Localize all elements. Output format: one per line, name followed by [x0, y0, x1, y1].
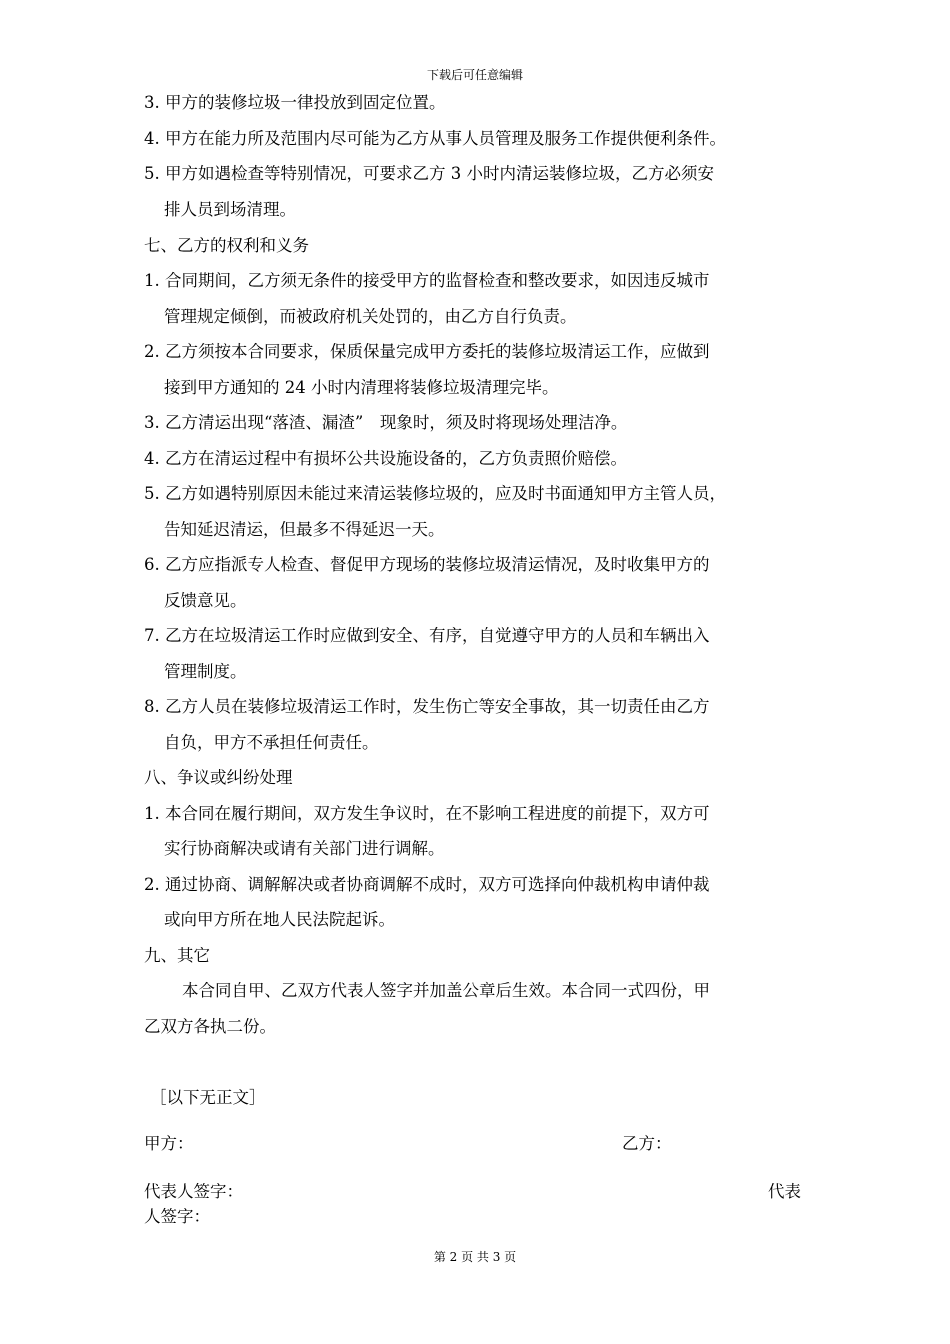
text-line: 自负，甲方不承担任何责任。: [164, 733, 379, 752]
text-line: 5. 乙方如遇特别原因未能过来清运装修垃圾的，应及时书面通知甲方主管人员，: [144, 484, 726, 503]
text-line: 4. 乙方在清运过程中有损坏公共设施设备的，乙方负责照价赔偿。: [144, 449, 627, 468]
text-line: 管理制度。: [164, 662, 247, 681]
text-line: 2. 乙方须按本合同要求，保质保量完成甲方委托的装修垃圾清运工作，应做到: [144, 342, 710, 361]
party-b-rep-signature-label: 代表: [768, 1182, 801, 1201]
text-line: 2. 通过协商、调解解决或者协商调解不成时，双方可选择向仲裁机构申请仲裁: [144, 875, 710, 894]
party-b-rep-signature-label-cont: 人签字：: [144, 1207, 210, 1226]
section-heading: 九、其它: [144, 946, 210, 965]
text-line: 乙双方各执二份。: [144, 1017, 276, 1036]
page-footer: 第 2 页 共 3 页: [433, 1250, 517, 1264]
text-line: 4. 甲方在能力所及范围内尽可能为乙方从事人员管理及服务工作提供便利条件。: [144, 129, 726, 148]
text-line: 1. 本合同在履行期间，双方发生争议时，在不影响工程进度的前提下，双方可: [144, 804, 710, 823]
text-line: 5. 甲方如遇检查等特别情况，可要求乙方 3 小时内清运装修垃圾，乙方必须安: [144, 164, 714, 183]
text-line: 反馈意见。: [164, 591, 247, 610]
party-a-label: 甲方：: [144, 1134, 194, 1153]
text-line: 8. 乙方人员在装修垃圾清运工作时，发生伤亡等安全事故，其一切责任由乙方: [144, 697, 710, 716]
text-line: 6. 乙方应指派专人检查、督促甲方现场的装修垃圾清运情况，及时收集甲方的: [144, 555, 710, 574]
text-line: 实行协商解决或请有关部门进行调解。: [164, 839, 445, 858]
text-line: 3. 乙方清运出现“落渣、漏渣” 现象时，须及时将现场处理洁净。: [144, 413, 628, 432]
no-more-text-note: ［以下无正文］: [150, 1088, 266, 1107]
party-a-rep-signature-label: 代表人签字：: [144, 1182, 243, 1201]
text-line: 排人员到场清理。: [164, 200, 296, 219]
text-line: 或向甲方所在地人民法院起诉。: [164, 910, 395, 929]
text-line: 本合同自甲、乙双方代表人签字并加盖公章后生效。本合同一式四份，甲: [182, 981, 710, 1000]
text-line: 接到甲方通知的 24 小时内清理将装修垃圾清理完毕。: [164, 378, 559, 397]
party-b-label: 乙方：: [622, 1134, 672, 1153]
section-heading: 七、乙方的权利和义务: [144, 236, 309, 255]
text-line: 管理规定倾倒，而被政府机关处罚的，由乙方自行负责。: [164, 307, 577, 326]
text-line: 7. 乙方在垃圾清运工作时应做到安全、有序，自觉遵守甲方的人员和车辆出入: [144, 626, 710, 645]
page-header: 下载后可任意编辑: [426, 68, 523, 82]
text-line: 1. 合同期间，乙方须无条件的接受甲方的监督检查和整改要求，如因违反城市: [144, 271, 710, 290]
text-line: 告知延迟清运，但最多不得延迟一天。: [164, 520, 445, 539]
text-line: 3. 甲方的装修垃圾一律投放到固定位置。: [144, 93, 446, 112]
section-heading: 八、争议或纠纷处理: [144, 768, 293, 787]
